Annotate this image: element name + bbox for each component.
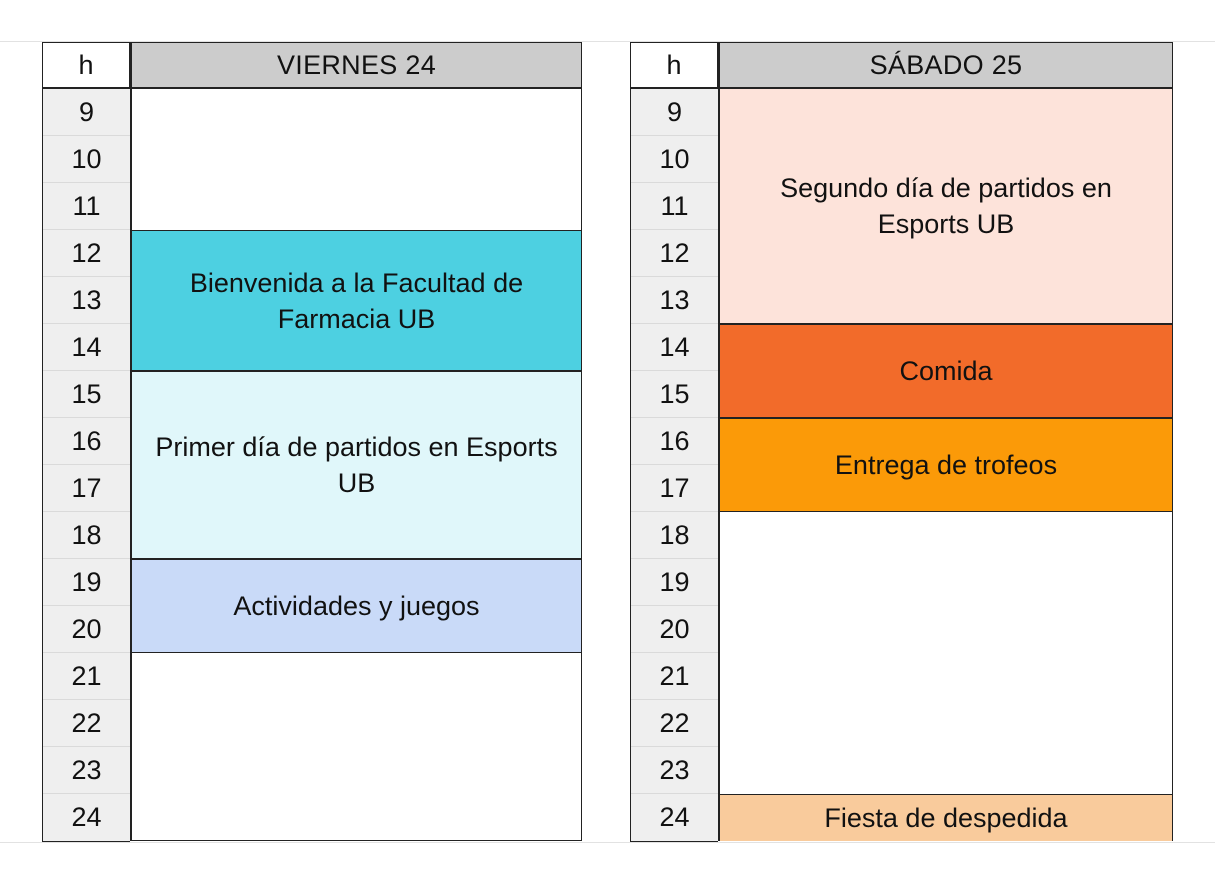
hour-cell[interactable]: 22 xyxy=(631,700,718,747)
saturday-hour-column xyxy=(630,89,718,842)
saturday-hour-header[interactable]: h xyxy=(630,42,718,89)
hour-cell[interactable]: 20 xyxy=(631,606,718,653)
friday-hour-header[interactable]: h xyxy=(42,42,130,89)
hour-cell[interactable]: 11 xyxy=(631,183,718,230)
friday-hour-column xyxy=(42,89,130,842)
hour-cell[interactable]: 20 xyxy=(43,606,130,653)
hour-cell[interactable]: 17 xyxy=(43,465,130,512)
event-trophy-ceremony[interactable]: Entrega de trofeos xyxy=(720,418,1172,512)
hour-cell[interactable]: 12 xyxy=(631,230,718,277)
event-first-match-day[interactable]: Primer día de partidos en Esports UB xyxy=(132,371,581,559)
hour-cell[interactable]: 9 xyxy=(43,89,130,136)
saturday-day-header[interactable]: SÁBADO 25 xyxy=(718,42,1173,89)
hour-cell[interactable]: 19 xyxy=(631,559,718,606)
hour-cell[interactable]: 10 xyxy=(631,136,718,183)
hour-cell[interactable]: 10 xyxy=(43,136,130,183)
hour-cell[interactable]: 13 xyxy=(43,277,130,324)
event-welcome[interactable]: Bienvenida a la Facultad de Farmacia UB xyxy=(132,230,581,371)
event-activities-games[interactable]: Actividades y juegos xyxy=(132,559,581,653)
hour-cell[interactable]: 18 xyxy=(631,512,718,559)
hour-cell[interactable]: 21 xyxy=(43,653,130,700)
event-lunch[interactable]: Comida xyxy=(720,324,1172,418)
hour-cell[interactable]: 16 xyxy=(43,418,130,465)
hour-cell[interactable]: 15 xyxy=(631,371,718,418)
hour-cell[interactable]: 19 xyxy=(43,559,130,606)
hour-cell[interactable]: 23 xyxy=(631,747,718,794)
friday-day-header[interactable]: VIERNES 24 xyxy=(130,42,582,89)
hour-cell[interactable]: 14 xyxy=(631,324,718,371)
hour-cell[interactable]: 21 xyxy=(631,653,718,700)
event-second-match-day[interactable]: Segundo día de partidos en Esports UB xyxy=(720,89,1172,324)
hour-cell[interactable]: 22 xyxy=(43,700,130,747)
hour-cell[interactable]: 24 xyxy=(631,794,718,841)
hour-cell[interactable]: 13 xyxy=(631,277,718,324)
event-farewell-party[interactable]: Fiesta de despedida xyxy=(720,794,1172,841)
hour-cell[interactable]: 23 xyxy=(43,747,130,794)
hour-cell[interactable]: 11 xyxy=(43,183,130,230)
hour-cell[interactable]: 17 xyxy=(631,465,718,512)
saturday-event-column xyxy=(718,89,1173,841)
hour-cell[interactable]: 14 xyxy=(43,324,130,371)
hour-cell[interactable]: 9 xyxy=(631,89,718,136)
hour-cell[interactable]: 24 xyxy=(43,794,130,841)
hour-cell[interactable]: 16 xyxy=(631,418,718,465)
hour-cell[interactable]: 12 xyxy=(43,230,130,277)
hour-cell[interactable]: 18 xyxy=(43,512,130,559)
hour-cell[interactable]: 15 xyxy=(43,371,130,418)
sheet-gridline xyxy=(0,842,1215,843)
friday-event-column xyxy=(130,89,582,841)
